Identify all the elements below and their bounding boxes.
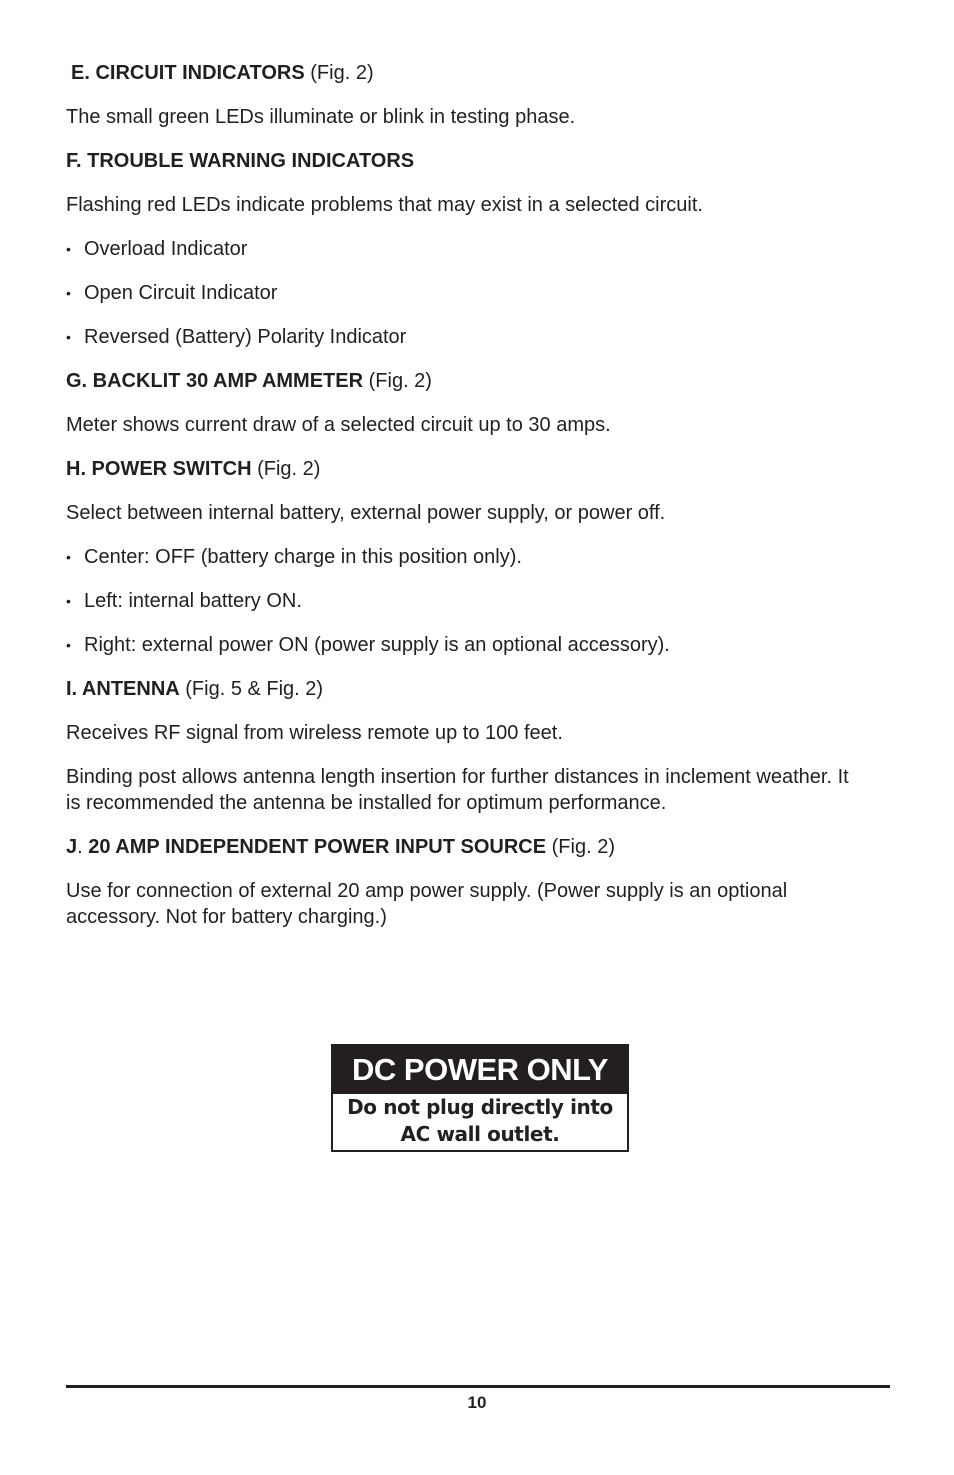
section-g-text: Meter shows current draw of a selected circuit up to 30 amps.	[66, 414, 611, 436]
list-item	[66, 280, 866, 306]
bullet-icon: •	[66, 285, 71, 301]
section-i-text-2: Binding post allows antenna length insertion for further distances in inclement weather. It is recommended the antenna be installed for optimum performance.	[66, 766, 849, 814]
bullet-icon: •	[66, 593, 71, 609]
warning-label-line-2: AC wall outlet.	[400, 1122, 560, 1146]
section-j-text: Use for connection of external 20 amp power supply. (Power supply is an optional accessory. Not for battery charging.)	[66, 880, 788, 928]
section-g-figure-ref: (Fig. 2)	[363, 370, 432, 392]
list-item-text: Reversed (Battery) Polarity Indicator	[84, 326, 407, 348]
section-e-title: E. CIRCUIT INDICATORS	[71, 62, 305, 84]
section-j-figure-ref: (Fig. 2)	[546, 836, 615, 858]
dc-power-warning-label	[331, 1044, 629, 1152]
bullet-icon: •	[66, 637, 71, 653]
list-item-text: Open Circuit Indicator	[84, 282, 278, 304]
section-g-heading	[66, 368, 866, 394]
list-item	[66, 544, 866, 570]
section-j-title: 20 AMP INDEPENDENT POWER INPUT SOURCE	[88, 836, 547, 858]
section-f-heading	[66, 148, 866, 174]
section-f-bullet-list	[66, 236, 866, 350]
section-j-heading	[66, 834, 866, 860]
warning-label-title: DC POWER ONLY	[333, 1046, 627, 1094]
section-h-heading	[66, 456, 866, 482]
section-e-figure-ref: (Fig. 2)	[304, 62, 374, 84]
footer-divider	[66, 1385, 890, 1388]
bullet-icon: •	[66, 241, 71, 257]
warning-label-message	[333, 1094, 627, 1150]
section-e-text: The small green LEDs illuminate or blink in testing phase.	[66, 106, 576, 128]
section-i-heading	[66, 676, 866, 702]
list-item	[66, 588, 866, 614]
section-f-title: F. TROUBLE WARNING INDICATORS	[66, 150, 415, 172]
section-i-title: I. ANTENNA	[66, 678, 180, 700]
page-number: 10	[467, 1393, 487, 1412]
list-item	[66, 236, 866, 262]
section-i-figure-ref: (Fig. 5 & Fig. 2)	[179, 678, 324, 700]
bullet-icon: •	[66, 329, 71, 345]
warning-label-line-1: Do not plug directly into	[347, 1095, 613, 1119]
section-i-text-1: Receives RF signal from wireless remote up to 100 feet.	[66, 722, 563, 744]
manual-page-content	[66, 60, 866, 948]
section-g-title: G. BACKLIT 30 AMP AMMETER	[66, 370, 364, 392]
section-h-figure-ref: (Fig. 2)	[251, 458, 321, 480]
list-item	[66, 324, 866, 350]
list-item-text: Center: OFF (battery charge in this position only).	[84, 546, 522, 568]
section-j-letter: J	[66, 836, 78, 858]
section-h-title: H. POWER SWITCH	[66, 458, 252, 480]
list-item-text: Right: external power ON (power supply is an optional accessory).	[84, 634, 670, 656]
list-item-text: Overload Indicator	[84, 238, 248, 260]
section-e-heading	[66, 60, 866, 86]
list-item	[66, 632, 866, 658]
section-h-bullet-list	[66, 544, 866, 658]
bullet-icon: •	[66, 549, 71, 565]
list-item-text: Left: internal battery ON.	[84, 590, 302, 612]
section-j-separator: .	[77, 836, 89, 858]
section-f-text: Flashing red LEDs indicate problems that may exist in a selected circuit.	[66, 194, 703, 216]
section-h-text: Select between internal battery, external power supply, or power off.	[66, 502, 666, 524]
